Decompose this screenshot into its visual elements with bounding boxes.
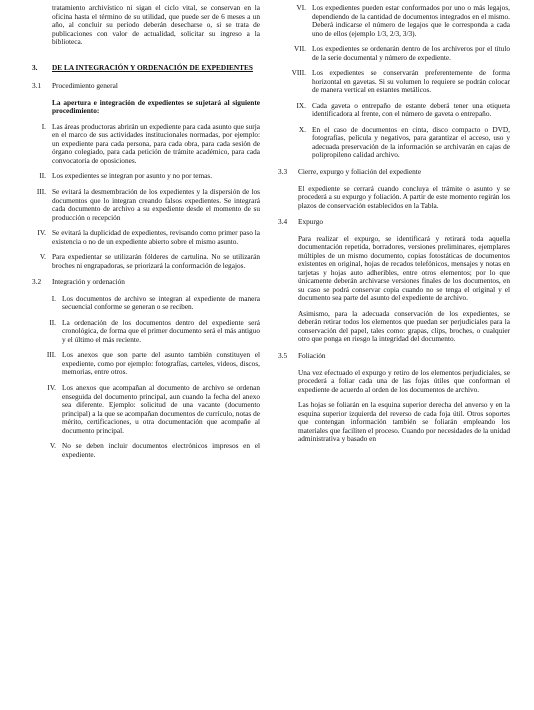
subsection-title: Expurgo [298,217,323,227]
intro-paragraph: tratamiento archivístico ni sigan el ciclo vital, se conservan en la oficina hasta el término de su utilidad, que puede ser de 6 meses a un año, al concluir su período deberán desecharse o, si se trata de publicaciones con valor de actualidad, solicitar su ingreso a la biblioteca. [52,3,260,47]
item-text: Se evitará la duplicidad de expedientes, revisando como primer paso la existencia o no de un expediente abierto sobre el mismo asunto. [52,228,260,246]
procedure-lead: La apertura e integración de expedientes se sujetará al siguiente procedimiento: [52,97,260,116]
left-column [32,4,260,466]
list-item [278,69,510,95]
section-3-title: DE LA INTEGRACIÓN Y ORDENACIÓN DE EXPEDIENTES [52,62,253,72]
item-text: Las áreas productoras abrirán un expediente para cada asunto que surja en el marco de sus actividades institucionales normadas, por ejemplo: un expediente para cada persona, para cada obra, para cada sesión de órgano colegiado, para cada petición de trámite académico, para cada convocatoria de oposiciones. [52,121,260,165]
subsection-number: 3.1 [32,81,42,91]
subsection-title: Cierre, expurgo y foliación del expediente [298,166,422,176]
subsection-number: 3.2 [32,277,42,287]
subsection-3-3-heading [278,168,510,177]
list-item [32,229,260,246]
foliation-paragraph-2: Las hojas se foliarán en la esquina superior derecha del anverso y en la esquina superior izquierda del reverso de cada foja útil. Otros soportes que contengan información también se foliarán empleando los materiales que faciliten el proceso. Cuando por necesidades de la unidad administrativa y basado en [298,400,510,444]
subsection-title: Procedimiento general [52,81,118,91]
item-text: Los expedientes pueden estar conformados por uno o más legajos, dependiendo de la cantidad de documentos integrados en el mismo. Deberá indicarse el número de legajos que le corresponda a cada uno de ellos (ejemplo 1/3, 2/3, 3/3). [312,3,510,38]
item-number: II. [49,317,56,327]
subsection-number: 3.4 [278,217,288,227]
subsection-3-4-heading [278,218,510,227]
list-item [32,384,260,435]
purge-paragraph-2: Asimismo, para la adecuada conservación de los expedientes, se deberán retirar todos los elementos que puedan ser perjudiciales para la conservación del papel, tales como: grapas, clips, broches, o cualquier otro que ponga en riesgo la integridad del documento. [298,308,510,344]
item-number: X. [298,124,306,134]
subsection-3-5-heading [278,352,510,361]
item-number: IV. [37,228,46,238]
item-number: V. [49,441,56,451]
item-number: I. [51,293,56,303]
item-number: V. [39,252,46,262]
section-3-heading [32,64,260,73]
list-item [32,188,260,222]
list-item [32,319,260,345]
item-text: Los anexos que son parte del asunto también constituyen el expediente, como por ejemplo: fotografías, carteles, videos, discos, memorias, entre otros. [62,350,260,377]
item-number: I. [41,121,46,131]
item-text: Se evitará la desmembración de los expedientes y la dispersión de los documentos que lo integran creando falsos expedientes. Se integrará cada documento de archivo a su expediente desde el momento de su producción o recepción [52,186,260,222]
list-item [278,45,510,62]
item-number: IV. [47,383,56,392]
item-text: Los expedientes se ordenarán dentro de los archiveros por el título de la serie documental y número de expediente. [312,44,510,62]
item-text: Los expedientes se conservarán preferentemente de forma horizontal en gavetas. Si su volumen lo requiere se podrán colocar de manera vertical en estantes metálicos. [312,68,510,95]
list-item [278,102,510,119]
subsection-3-1-heading [32,82,260,91]
item-number: III. [36,186,46,196]
item-text: No se deben incluir documentos electrónicos impresos en el expediente. [62,441,260,459]
item-text: En el caso de documentos en cinta, disco compacto o DVD, fotografías, película y negativos, para garantizar el acceso, uso y adecuada preservación de la información se archivarán en cajas de polipropileno calidad archivo. [312,124,510,160]
subsection-title: Integración y ordenación [52,277,125,287]
item-text: Cada gaveta o entrepaño de estante deberá tener una etiqueta identificadora al frente, con el número de gaveta o entrepaño. [312,100,510,119]
item-text: Los documentos de archivo se integran al expediente de manera secuencial conforme se generan o se reciben. [62,293,260,312]
closing-paragraph: El expediente se cerrará cuando concluya el trámite o asunto y se procederá a su expurgo y foliación. A partir de este momento regirán los plazos de conservación establecidos en la Tabla. [298,183,510,210]
list-item [32,295,260,312]
item-number: IX. [296,100,306,110]
list-item [32,123,260,166]
list-item [32,172,260,181]
subsection-3-2-heading [32,278,260,287]
subsection-number: 3.3 [278,166,288,176]
item-number: II. [39,171,46,181]
item-text: Los expedientes se integran por asunto y no por temas. [52,171,213,181]
item-number: VII. [294,44,306,54]
subsection-title: Foliación [298,351,326,360]
list-item [32,253,260,270]
item-text: Los anexos que acompañan al documento de archivo se ordenan enseguida del documento principal, aun cuando la fecha del anexo sea diferente. Ejemplo: solicitud de una vacante (documento principal) a la que se acompañan documentos de currículo, notas de mérito, certificaciones, u otra documentación que acompañe al documento principal. [62,383,260,435]
item-text: La ordenación de los documentos dentro del expediente será cronológica, de forma que el primer documento será el más antiguo y el último el más reciente. [62,317,260,344]
subsection-number: 3.5 [278,351,288,360]
list-item [278,126,510,160]
purge-paragraph-1: Para realizar el expurgo, se identificará y retirará toda aquella documentación repetida, borradores, versiones preliminares, ejemplares múltiples de un mismo documento, copias fotostáticas de documentos existentes en original, hojas de recados telefónicos, mensajes y notas en tarjetas y hojas auto adheribles, entre otros elementos; por lo que únicamente deberán archivarse versiones finales de los documentos, en su caso se podrá conservar copia cuando no se tenga el original y el documento sea parte del asunto del expediente de archivo. [298,233,510,303]
right-column [278,4,510,451]
list-item [278,4,510,38]
item-number: VIII. [291,68,306,78]
item-number: III. [46,350,56,360]
list-item [32,351,260,377]
foliation-paragraph-1: Una vez efectuado el expurgo y retiro de los elementos perjudiciales, se procederá a foliar cada una de las fojas útiles que conforman el expediente de acuerdo al orden de los documentos de archivo. [298,367,510,394]
item-number: VI. [296,3,306,12]
item-text: Para expedientar se utilizarán fólderes de cartulina. No se utilizarán broches ni engrapadoras, se priorizará la conformación de legajos. [52,252,260,270]
list-item [32,442,260,459]
section-3-number: 3. [32,62,38,72]
